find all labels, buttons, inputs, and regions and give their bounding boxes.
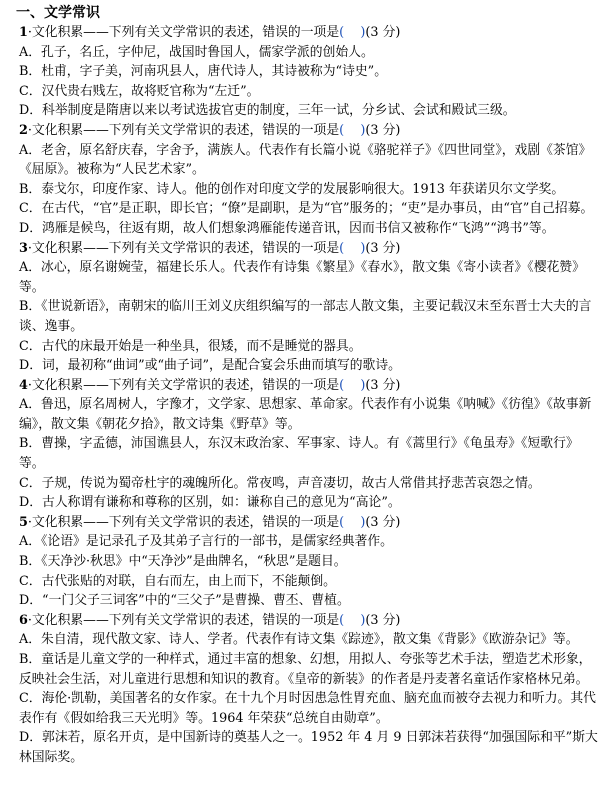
answer-option: C．古代张贴的对联，自右而左，由上而下，不能颠倒。 xyxy=(19,573,336,589)
question-number: 1 xyxy=(19,25,28,40)
question-number: 4 xyxy=(19,377,28,393)
answer-blank[interactable]: ( ) xyxy=(339,377,366,393)
question-stem-text: 文化积累——下列有关文学常识的表述，错误的一项是 xyxy=(31,240,340,256)
question-score: (3 分) xyxy=(365,612,401,628)
answer-option: C．在古代，“官”是正职，即长官；“僚”是副职，是为“官”服务的；“吏”是办事员，由“官”自己招募。 xyxy=(19,201,594,217)
answer-option: B．《天净沙·秋思》中“天净沙”是曲牌名，“秋思”是题目。 xyxy=(19,554,347,570)
answer-blank[interactable]: ( ) xyxy=(339,514,366,530)
question-number-separator: · xyxy=(27,25,32,40)
answer-option: B．泰戈尔，印度作家、诗人。他的创作对印度文学的发展影响很大。1913 年获诺贝尔文学奖。 xyxy=(19,181,565,197)
answer-option: C．古代的床最开始是一种坐具，很矮，而不是睡觉的器具。 xyxy=(19,338,362,354)
question-number-separator: · xyxy=(27,377,32,393)
question-score: (3 分) xyxy=(365,514,401,530)
question-5 xyxy=(19,513,601,611)
question-number-separator: · xyxy=(27,612,32,628)
answer-option: A．老舍，原名舒庆春，字舍予，满族人。代表作有长篇小说《骆驼祥子》《四世同堂》，戏剧《茶馆》《屈原》。被称为“人民艺术家”。 xyxy=(19,142,592,178)
section-title: 一、文学常识 xyxy=(16,5,100,21)
question-list xyxy=(19,23,601,768)
question-stem xyxy=(19,513,601,533)
question-1 xyxy=(19,23,601,121)
question-stem xyxy=(19,23,601,43)
question-stem xyxy=(19,121,601,141)
answer-option: D．古人称谓有谦称和尊称的区别，如：谦称自己的意见为“高论”。 xyxy=(19,495,401,511)
question-score: (3 分) xyxy=(365,377,401,393)
answer-option: C．子规，传说为蜀帝杜宇的魂魄所化。常夜鸣，声音凄切，故古人常借其抒悲苦哀怨之情。 xyxy=(19,475,541,491)
answer-blank[interactable]: ( ) xyxy=(339,612,366,628)
question-number-separator: · xyxy=(27,240,32,256)
answer-option: D．“一门父子三词客”中的“三父子”是曹操、曹丕、曹植。 xyxy=(19,593,350,609)
answer-blank[interactable]: ( ) xyxy=(339,240,366,256)
answer-option: B．《世说新语》，南朝宋的临川王刘义庆组织编写的一部志人散文集，主要记载汉末至东晋士大夫的言谈、逸事。 xyxy=(19,299,592,334)
question-stem xyxy=(19,611,601,631)
answer-option: D．科举制度是隋唐以来以考试选拔官吏的制度，三年一试，分乡试、会试和殿试三级。 xyxy=(19,103,516,119)
question-6 xyxy=(19,611,601,768)
answer-option: A．孔子，名丘，字仲尼，战国时鲁国人，儒家学派的创始人。 xyxy=(19,44,374,60)
answer-option: B．杜甫，字子美，河南巩县人，唐代诗人，其诗被称为“诗史”。 xyxy=(19,64,388,80)
question-2 xyxy=(19,121,601,239)
answer-option: A．朱自清，现代散文家、诗人、学者。代表作有诗文集《踪迹》，散文集《背影》《欧游杂记》等。 xyxy=(19,632,579,648)
answer-blank[interactable]: ( ) xyxy=(339,25,366,40)
question-number-separator: · xyxy=(27,514,32,530)
question-number: 3 xyxy=(19,240,28,256)
answer-option: A．《论语》是记录孔子及其弟子言行的一部书，是儒家经典著作。 xyxy=(19,534,393,550)
answer-option: C．海伦·凯勒，美国著名的女作家。在十九个月时因患急性胃充血、脑充血而被夺去视力和听力。其代表作有《假如给我三天光明》等。1964 年荣获“总统自由勋章”。 xyxy=(19,691,596,726)
question-score: (3 分) xyxy=(365,25,401,40)
question-score: (3 分) xyxy=(365,240,401,256)
question-stem-text: 文化积累——下列有关文学常识的表述，错误的一项是 xyxy=(31,377,340,393)
question-stem-text: 文化积累——下列有关文学常识的表述，错误的一项是 xyxy=(31,25,340,40)
question-3 xyxy=(19,239,601,376)
question-stem xyxy=(19,239,601,259)
question-4 xyxy=(19,376,601,513)
question-stem-text: 文化积累——下列有关文学常识的表述，错误的一项是 xyxy=(31,514,340,530)
question-number-separator: · xyxy=(27,122,32,138)
answer-option: D．郭沫若，原名开贞，是中国新诗的奠基人之一。1952 年 4 月 9 日郭沫若获得“加强国际和平”斯大林国际奖。 xyxy=(19,730,598,765)
question-score: (3 分) xyxy=(365,122,401,138)
answer-option: B．童话是儿童文学的一种样式，通过丰富的想象、幻想，用拟人、夸张等艺术手法，塑造艺术形象，反映社会生活，对儿童进行思想和知识的教育。《皇帝的新装》的作者是丹麦著名童话作家格林兄弟。 xyxy=(19,652,592,687)
question-stem-text: 文化积累——下列有关文学常识的表述，错误的一项是 xyxy=(31,122,340,138)
answer-option: C．汉代贵右贱左，故将贬官称为“左迁”。 xyxy=(19,83,260,99)
question-number: 5 xyxy=(19,514,28,530)
answer-option: D．词，最初称“曲词”或“曲子词”，是配合宴会乐曲而填写的歌诗。 xyxy=(19,358,401,374)
question-stem xyxy=(19,376,601,396)
question-number: 6 xyxy=(19,612,28,628)
answer-option: D．鸿雁是候鸟，往返有期，故人们想象鸿雁能传递音讯，因而书信又被称作“飞鸿”“鸿书”等。 xyxy=(19,220,555,236)
answer-option: A．鲁迅，原名周树人，字豫才，文学家、思想家、革命家。代表作有小说集《呐喊》《彷徨》《故事新编》，散文集《朝花夕拾》，散文诗集《野草》等。 xyxy=(19,397,592,432)
answer-option: A．冰心，原名谢婉莹，福建长乐人。代表作有诗集《繁星》《春水》，散文集《寄小读者》《樱花赞》等。 xyxy=(19,260,585,295)
answer-option: B．曹操，字孟德，沛国谯县人，东汉末政治家、军事家、诗人。有《蒿里行》《龟虽寿》《短歌行》等。 xyxy=(19,436,579,472)
question-stem-text: 文化积累——下列有关文学常识的表述，错误的一项是 xyxy=(31,612,340,628)
answer-blank[interactable]: ( ) xyxy=(339,122,366,138)
question-number: 2 xyxy=(19,122,28,138)
